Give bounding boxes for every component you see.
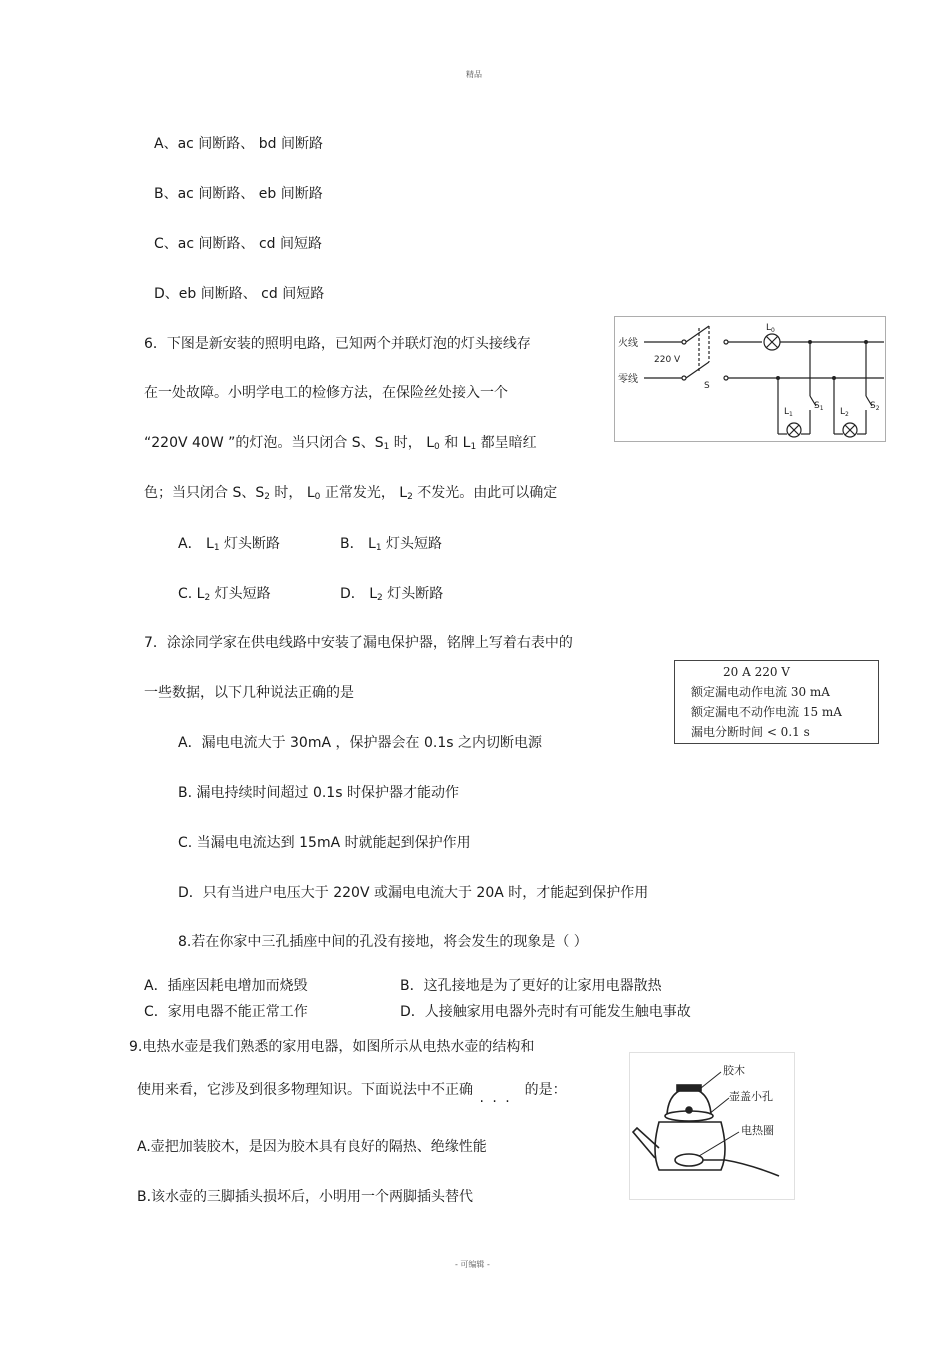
q8-option-a: A．插座因耗电增加而烧毁 bbox=[144, 978, 308, 994]
q6-stem-line2: 在一处故障。小明学电工的检修方法，在保险丝处接入一个 bbox=[144, 385, 508, 401]
q6-option-c: C. $L_2$ 灯头短路 bbox=[178, 586, 271, 603]
q5-option-b: B、ac 间断路、 eb 间断路 bbox=[154, 186, 323, 202]
q9-stem-line1: 9.电热水壶是我们熟悉的家用电器，如图所示从电热水壶的结构和 bbox=[129, 1039, 535, 1055]
q6-option-d: D． $L_2$ 灯头断路 bbox=[340, 586, 444, 603]
q8-option-b: B．这孔接地是为了更好的让家用电器散热 bbox=[400, 978, 662, 994]
q9-stem-line2: 使用来看，它涉及到很多物理知识。下面说法中不正确 . . . 的是： bbox=[137, 1082, 567, 1106]
q6-stem-line1: 6．下图是新安装的照明电路，已知两个并联灯泡的灯头接线存 bbox=[144, 336, 531, 352]
nameplate-row1: 20 A 220 V bbox=[723, 665, 790, 679]
q7-nameplate bbox=[674, 660, 879, 744]
kettle-label-lid-hole: 壶盖小孔 bbox=[729, 1090, 773, 1103]
q6-stem-line4: 色；当只闭合 S、$S_2$ 时， $L_0$ 正常发光， $L_2$ 不发光。由此可以确定 bbox=[144, 485, 558, 502]
q6-circuit-figure bbox=[614, 316, 886, 442]
fig-l2-label: $L_2$ bbox=[840, 407, 849, 418]
fig-s2-label: $S_2$ bbox=[870, 401, 880, 412]
kettle-label-bakelite: 胶木 bbox=[723, 1064, 745, 1077]
q9-kettle-figure bbox=[629, 1052, 795, 1200]
q8-option-d: D．人接触家用电器外壳时有可能发生触电事故 bbox=[400, 1004, 691, 1020]
q7-option-d: D．只有当进户电压大于 220V 或漏电电流大于 20A 时，才能起到保护作用 bbox=[178, 885, 649, 901]
q7-stem-line1: 7．涂涂同学家在供电线路中安装了漏电保护器，铭牌上写着右表中的 bbox=[144, 635, 573, 651]
q5-option-d: D、eb 间断路、 cd 间短路 bbox=[154, 286, 325, 302]
page-header: 精品 bbox=[466, 70, 482, 79]
fig-zero-line-label: 零线 bbox=[618, 374, 638, 385]
nameplate-row2: 额定漏电动作电流 30 mA bbox=[691, 685, 830, 699]
q5-option-a: A、ac 间断路、 bd 间断路 bbox=[154, 136, 323, 152]
fig-l0-label: $L_0$ bbox=[766, 323, 775, 334]
q6-stem-line3: “220V 40W ”的灯泡。当只闭合 S、$S_1$ 时， $L_0$ 和 $L_1$ 都呈暗红 bbox=[144, 435, 537, 452]
q5-option-c: C、ac 间断路、 cd 间短路 bbox=[154, 236, 322, 252]
q9-option-a: A.壶把加装胶木，是因为胶木具有良好的隔热、绝缘性能 bbox=[137, 1139, 487, 1155]
fig-l1-label: $L_1$ bbox=[784, 407, 793, 418]
fig-fire-line-label: 火线 bbox=[618, 338, 638, 349]
fig-s1-label: $S_1$ bbox=[814, 401, 824, 412]
page-footer: - 可编辑 - bbox=[455, 1260, 490, 1269]
q9-option-b: B.该水壶的三脚插头损坏后，小明用一个两脚插头替代 bbox=[137, 1189, 474, 1205]
q6-option-b: B． $L_1$ 灯头短路 bbox=[340, 536, 443, 553]
q7-stem-line2: 一些数据，以下几种说法正确的是 bbox=[144, 685, 354, 701]
q7-option-c: C. 当漏电电流达到 15mA 时就能起到保护作用 bbox=[178, 835, 471, 851]
nameplate-row3: 额定漏电不动作电流 15 mA bbox=[691, 705, 842, 719]
q7-option-b: B. 漏电持续时间超过 0.1s 时保护器才能动作 bbox=[178, 785, 459, 801]
q7-option-a: A．漏电电流大于 30mA ，保护器会在 0.1s 之内切断电源 bbox=[178, 735, 542, 751]
q8-stem: 8.若在你家中三孔插座中间的孔没有接地，将会发生的现象是（ ） bbox=[178, 934, 588, 950]
q8-option-c: C．家用电器不能正常工作 bbox=[144, 1004, 308, 1020]
kettle-label-heating-coil: 电热圈 bbox=[741, 1124, 774, 1137]
q6-option-a: A． $L_1$ 灯头断路 bbox=[178, 536, 281, 553]
fig-voltage-label: 220 V bbox=[654, 355, 681, 365]
fig-switch-label: S bbox=[704, 381, 710, 391]
nameplate-row4: 漏电分断时间 < 0.1 s bbox=[691, 725, 810, 739]
